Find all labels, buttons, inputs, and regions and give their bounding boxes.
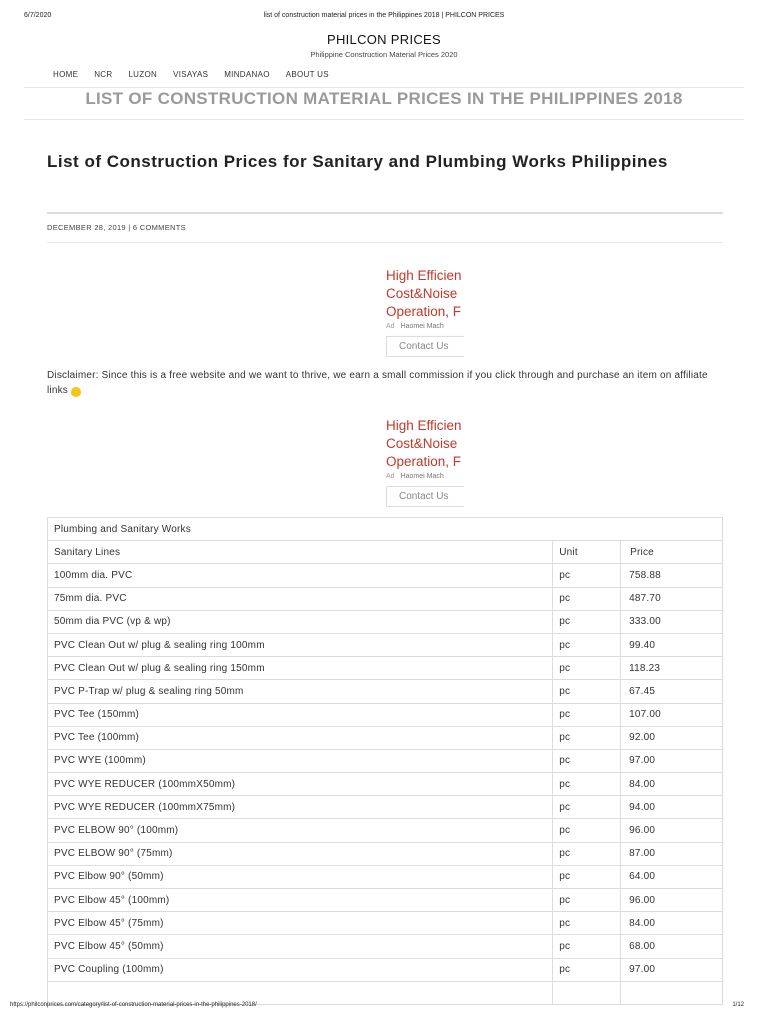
nav-item-home[interactable]: HOME <box>53 70 79 79</box>
post-title: List of Construction Prices for Sanitary and Plumbing Works Philippines <box>47 152 668 171</box>
site-title[interactable]: PHILCON PRICES <box>326 32 441 47</box>
ad-advertiser: Haomei Mach <box>400 473 444 480</box>
item-name-cell: PVC Clean Out w/ plug & sealing ring 150mm <box>48 657 553 680</box>
price-cell: 97.00 <box>621 958 723 981</box>
table-row <box>48 749 723 772</box>
item-name-cell: PVC Elbow 45° (100mm) <box>48 889 553 912</box>
ad-advertiser: Haomei Mach <box>400 323 444 330</box>
print-page-number: 1/12 <box>732 1002 744 1008</box>
table-row <box>48 819 723 842</box>
ad-headline[interactable]: High Efficien <box>386 418 462 433</box>
price-cell: 107.00 <box>621 703 723 726</box>
smile-emoji-icon <box>71 387 81 397</box>
unit-cell: pc <box>553 703 621 726</box>
table-caption-row <box>48 518 723 541</box>
item-name-cell: PVC Tee (100mm) <box>48 726 553 749</box>
price-cell: 94.00 <box>621 796 723 819</box>
table-row <box>48 935 723 958</box>
item-name-cell: PVC Coupling (100mm) <box>48 958 553 981</box>
price-cell: 758.88 <box>621 564 723 587</box>
unit-cell: pc <box>553 889 621 912</box>
column-header-unit: Unit <box>553 541 621 564</box>
post-meta: DECEMBER 28, 2019 | 6 COMMENTS <box>47 223 186 232</box>
table-row <box>48 657 723 680</box>
item-name-cell: PVC WYE REDUCER (100mmX75mm) <box>48 796 553 819</box>
item-name-cell: PVC WYE (100mm) <box>48 749 553 772</box>
price-cell: 118.23 <box>621 657 723 680</box>
price-cell <box>621 981 723 1004</box>
table-row <box>48 587 723 610</box>
disclaimer <box>47 368 723 398</box>
ad-tag: Ad <box>386 323 395 330</box>
nav-item-visayas[interactable]: VISAYAS <box>173 70 209 79</box>
nav-item-about-us[interactable]: ABOUT US <box>285 70 329 79</box>
table-row <box>48 981 723 1004</box>
price-cell: 97.00 <box>621 749 723 772</box>
table-row <box>48 912 723 935</box>
print-header <box>24 12 744 24</box>
ad-contact-button[interactable]: Contact Us <box>386 486 464 507</box>
price-cell: 96.00 <box>621 819 723 842</box>
item-name-cell: PVC ELBOW 90° (100mm) <box>48 819 553 842</box>
unit-cell: pc <box>553 842 621 865</box>
price-cell: 84.00 <box>621 912 723 935</box>
ad-headline[interactable]: Operation, F <box>386 454 462 469</box>
main-nav <box>53 70 345 79</box>
table-row <box>48 796 723 819</box>
divider <box>47 242 723 243</box>
price-cell: 64.00 <box>621 865 723 888</box>
table-row <box>48 842 723 865</box>
item-name-cell: PVC Clean Out w/ plug & sealing ring 100mm <box>48 633 553 656</box>
nav-item-ncr[interactable]: NCR <box>94 70 113 79</box>
table-row <box>48 680 723 703</box>
table-row <box>48 889 723 912</box>
table-caption: Plumbing and Sanitary Works <box>48 518 723 541</box>
unit-cell <box>553 981 621 1004</box>
table-row <box>48 865 723 888</box>
table-row <box>48 610 723 633</box>
item-name-cell: PVC Elbow 90° (50mm) <box>48 865 553 888</box>
table-row <box>48 564 723 587</box>
unit-cell: pc <box>553 657 621 680</box>
unit-cell: pc <box>553 912 621 935</box>
unit-cell: pc <box>553 796 621 819</box>
price-cell: 92.00 <box>621 726 723 749</box>
ad-headline[interactable]: Cost&Noise <box>386 436 458 451</box>
table-row <box>48 726 723 749</box>
item-name-cell: 50mm dia PVC (vp & wp) <box>48 610 553 633</box>
price-cell: 87.00 <box>621 842 723 865</box>
ad-headline[interactable]: Cost&Noise <box>386 286 458 301</box>
unit-cell: pc <box>553 958 621 981</box>
print-date: 6/7/2020 <box>24 12 52 19</box>
ad-banner-1[interactable] <box>386 267 464 357</box>
table-row <box>48 633 723 656</box>
item-name-cell: PVC WYE REDUCER (100mmX50mm) <box>48 773 553 796</box>
item-name-cell: PVC Elbow 45° (75mm) <box>48 912 553 935</box>
nav-item-luzon[interactable]: LUZON <box>128 70 158 79</box>
price-cell: 96.00 <box>621 889 723 912</box>
divider <box>47 212 723 214</box>
print-title: list of construction material prices in the Philippines 2018 | PHILCON PRICES <box>263 12 505 19</box>
table-header-row <box>48 541 723 564</box>
ad-contact-button[interactable]: Contact Us <box>386 336 464 357</box>
price-cell: 67.45 <box>621 680 723 703</box>
divider <box>24 119 744 120</box>
unit-cell: pc <box>553 680 621 703</box>
divider <box>24 87 744 88</box>
price-cell: 99.40 <box>621 633 723 656</box>
price-cell: 333.00 <box>621 610 723 633</box>
ad-headline[interactable]: High Efficien <box>386 268 462 283</box>
price-cell: 68.00 <box>621 935 723 958</box>
column-header-item: Sanitary Lines <box>48 541 553 564</box>
unit-cell: pc <box>553 773 621 796</box>
ad-attribution <box>386 323 464 330</box>
price-table <box>47 517 723 1005</box>
table-row <box>48 703 723 726</box>
item-name-cell: PVC ELBOW 90° (75mm) <box>48 842 553 865</box>
item-name-cell: 100mm dia. PVC <box>48 564 553 587</box>
nav-item-mindanao[interactable]: MINDANAO <box>224 70 270 79</box>
print-url: https://philconprices.com/category/list-of-construction-material-prices-in-the-philippines-2018/ <box>10 1002 257 1008</box>
ad-banner-2[interactable] <box>386 417 464 507</box>
ad-attribution <box>386 473 464 480</box>
unit-cell: pc <box>553 633 621 656</box>
item-name-cell: PVC Elbow 45° (50mm) <box>48 935 553 958</box>
unit-cell: pc <box>553 865 621 888</box>
table-row <box>48 958 723 981</box>
ad-tag: Ad <box>386 473 395 480</box>
item-name-cell: PVC Tee (150mm) <box>48 703 553 726</box>
disclaimer-text: Disclaimer: Since this is a free website and we want to thrive, we earn a small commission if you click through and purchase an item on affiliate links <box>47 370 708 396</box>
site-branding <box>0 32 768 59</box>
unit-cell: pc <box>553 935 621 958</box>
price-cell: 487.70 <box>621 587 723 610</box>
item-name-cell: 75mm dia. PVC <box>48 587 553 610</box>
item-name-cell: PVC P-Trap w/ plug & sealing ring 50mm <box>48 680 553 703</box>
site-tagline: Philippine Construction Material Prices 2020 <box>310 50 458 59</box>
column-header-price: Price <box>621 541 723 564</box>
unit-cell: pc <box>553 564 621 587</box>
unit-cell: pc <box>553 726 621 749</box>
price-cell: 84.00 <box>621 773 723 796</box>
unit-cell: pc <box>553 610 621 633</box>
item-name-cell <box>48 981 553 1004</box>
ad-headline[interactable]: Operation, F <box>386 304 462 319</box>
table-row <box>48 773 723 796</box>
unit-cell: pc <box>553 587 621 610</box>
category-title: LIST OF CONSTRUCTION MATERIAL PRICES IN THE PHILIPPINES 2018 <box>85 89 683 108</box>
unit-cell: pc <box>553 749 621 772</box>
unit-cell: pc <box>553 819 621 842</box>
